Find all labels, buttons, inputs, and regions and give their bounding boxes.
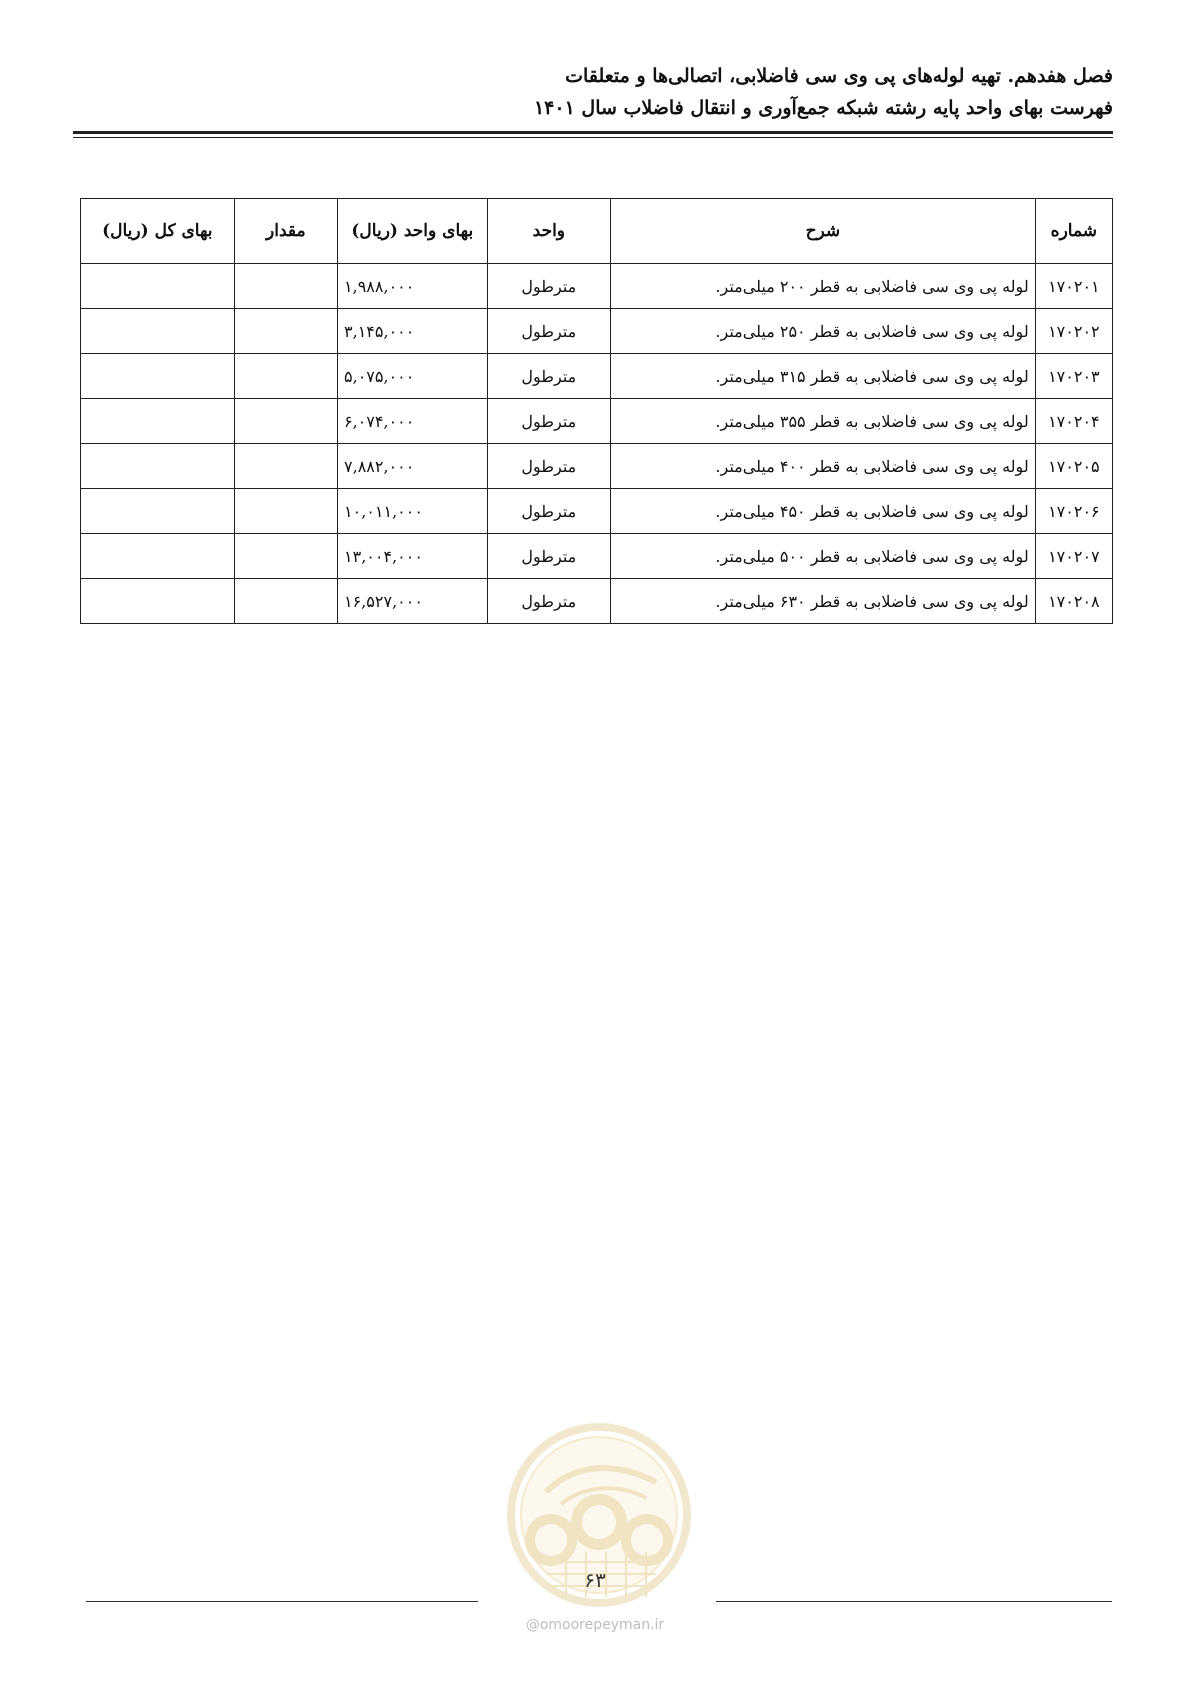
item-unit: مترطول [487,264,610,309]
table-row [81,489,1113,534]
table-row [81,399,1113,444]
header-unit: واحد [487,199,610,264]
item-number: ۱۷۰۲۰۶ [1035,489,1112,534]
table-header-row [81,199,1113,264]
item-total-price [81,264,235,309]
item-description: لوله پی وی سی فاضلابی به قطر ۴۰۰ میلی‌متر. [611,444,1036,489]
item-number: ۱۷۰۲۰۸ [1035,579,1112,624]
footer-url: @omoorepeyman.ir [525,1617,665,1633]
item-unit: مترطول [487,534,610,579]
item-unit-price: ۱۶,۵۲۷,۰۰۰ [338,579,488,624]
header-description: شرح [611,199,1036,264]
item-quantity [234,534,337,579]
header-total-price: بهای کل (ریال) [81,199,235,264]
table-row [81,264,1113,309]
item-description: لوله پی وی سی فاضلابی به قطر ۳۱۵ میلی‌متر. [611,354,1036,399]
item-unit-price: ۱,۹۸۸,۰۰۰ [338,264,488,309]
header-quantity: مقدار [234,199,337,264]
header-unit-price: بهای واحد (ریال) [338,199,488,264]
item-quantity [234,264,337,309]
item-unit: مترطول [487,489,610,534]
item-quantity [234,399,337,444]
item-total-price [81,579,235,624]
item-unit-price: ۷,۸۸۲,۰۰۰ [338,444,488,489]
item-total-price [81,444,235,489]
header-rule-thick [73,131,1113,134]
item-unit: مترطول [487,354,610,399]
item-number: ۱۷۰۲۰۷ [1035,534,1112,579]
item-description: لوله پی وی سی فاضلابی به قطر ۲۵۰ میلی‌متر. [611,309,1036,354]
page-header [73,60,1113,124]
table-row [81,309,1113,354]
item-total-price [81,489,235,534]
item-unit: مترطول [487,579,610,624]
item-unit-price: ۱۰,۰۱۱,۰۰۰ [338,489,488,534]
item-unit-price: ۱۳,۰۰۴,۰۰۰ [338,534,488,579]
item-number: ۱۷۰۲۰۴ [1035,399,1112,444]
item-description: لوله پی وی سی فاضلابی به قطر ۵۰۰ میلی‌متر. [611,534,1036,579]
item-quantity [234,444,337,489]
item-number: ۱۷۰۲۰۱ [1035,264,1112,309]
item-unit-price: ۵,۰۷۵,۰۰۰ [338,354,488,399]
item-unit: مترطول [487,444,610,489]
header-number: شماره [1035,199,1112,264]
header-rule-thin [73,137,1113,138]
footer-rule-right [716,1601,1112,1602]
item-unit: مترطول [487,399,610,444]
price-list-title: فهرست بهای واحد پایه رشته شبکه جمع‌آوری و انتقال فاضلاب سال ۱۴۰۱ [533,97,1113,119]
item-quantity [234,579,337,624]
item-description: لوله پی وی سی فاضلابی به قطر ۶۳۰ میلی‌متر. [611,579,1036,624]
item-description: لوله پی وی سی فاضلابی به قطر ۲۰۰ میلی‌متر. [611,264,1036,309]
item-unit: مترطول [487,309,610,354]
item-unit-price: ۶,۰۷۴,۰۰۰ [338,399,488,444]
item-number: ۱۷۰۲۰۲ [1035,309,1112,354]
chapter-title: فصل هفدهم. تهیه لوله‌های پی وی سی فاضلابی، اتصالی‌ها و متعلقات [565,65,1113,87]
price-table [80,198,1113,624]
item-quantity [234,309,337,354]
item-number: ۱۷۰۲۰۵ [1035,444,1112,489]
table-row [81,579,1113,624]
item-description: لوله پی وی سی فاضلابی به قطر ۳۵۵ میلی‌متر. [611,399,1036,444]
item-unit-price: ۳,۱۴۵,۰۰۰ [338,309,488,354]
page-number: ۶۳ [584,1568,606,1592]
item-description: لوله پی وی سی فاضلابی به قطر ۴۵۰ میلی‌متر. [611,489,1036,534]
table-row [81,354,1113,399]
item-total-price [81,534,235,579]
table-row [81,534,1113,579]
item-number: ۱۷۰۲۰۳ [1035,354,1112,399]
table-row [81,444,1113,489]
item-total-price [81,354,235,399]
item-total-price [81,399,235,444]
item-quantity [234,354,337,399]
item-quantity [234,489,337,534]
item-total-price [81,309,235,354]
footer-rule-left [86,1601,478,1602]
